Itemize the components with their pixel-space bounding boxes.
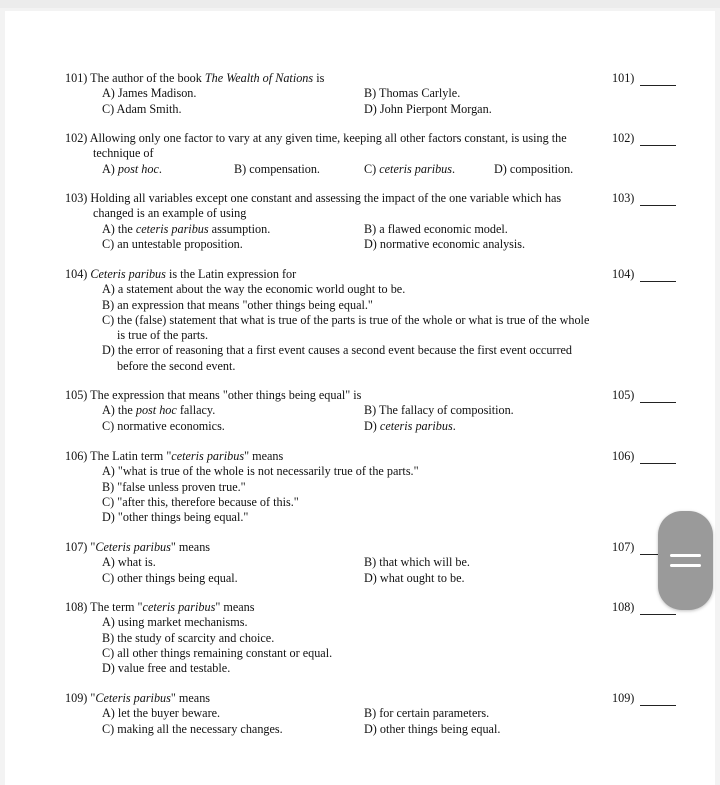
answer-blank-108[interactable] xyxy=(640,614,676,615)
question-stem: 104) Ceteris paribus is the Latin expression for xyxy=(65,267,297,281)
option-a[interactable]: A) what is. xyxy=(102,555,156,570)
top-band xyxy=(0,0,720,8)
answer-number-108: 108) xyxy=(612,600,635,614)
option-a[interactable]: A) the ceteris paribus assumption. xyxy=(102,221,271,236)
option-b[interactable]: B) that which will be. xyxy=(364,555,470,570)
answer-number-106: 106) xyxy=(612,449,635,463)
option-d[interactable]: D) normative economic analysis. xyxy=(364,236,526,251)
question-stem: 107) "Ceteris paribus" means xyxy=(65,540,211,554)
option-c[interactable]: C) making all the necessary changes. xyxy=(102,721,283,736)
question-108 xyxy=(65,600,595,676)
option-b[interactable]: B) the study of scarcity and choice. xyxy=(102,630,275,645)
answer-number-105: 105) xyxy=(612,388,635,402)
option-d[interactable]: D) what ought to be. xyxy=(364,570,465,585)
question-104 xyxy=(65,267,595,374)
question-stem: 106) The Latin term "ceteris paribus" means xyxy=(65,449,284,463)
option-d[interactable]: D) ceteris paribus. xyxy=(364,418,456,433)
option-c[interactable]: C) all other things remaining constant or equal. xyxy=(102,645,333,660)
question-stem: 105) The expression that means "other things being equal" is xyxy=(65,388,362,402)
answer-blank-109[interactable] xyxy=(640,705,676,706)
options xyxy=(65,403,595,434)
question-stem: 109) "Ceteris paribus" means xyxy=(65,691,211,705)
option-c[interactable]: C) normative economics. xyxy=(102,418,225,433)
option-a[interactable]: A) James Madison. xyxy=(102,86,197,101)
option-b[interactable]: B) compensation. xyxy=(234,161,320,176)
option-b[interactable]: B) a flawed economic model. xyxy=(364,221,508,236)
answer-blank-101[interactable] xyxy=(640,85,676,86)
options xyxy=(65,615,595,676)
option-d[interactable]: D) composition. xyxy=(494,161,574,176)
answer-number-107: 107) xyxy=(612,540,635,554)
option-c[interactable]: C) an untestable proposition. xyxy=(102,236,243,251)
option-c[interactable]: C) the (false) statement that what is true of the parts is true of the whole or what is true of the whole is true of the parts. xyxy=(102,312,590,343)
option-d[interactable]: D) the error of reasoning that a first event causes a second event because the first event occurred before the second event. xyxy=(102,343,573,373)
option-b[interactable]: B) for certain parameters. xyxy=(364,706,490,721)
option-d[interactable]: D) "other things being equal." xyxy=(102,510,249,525)
option-d[interactable]: D) John Pierpont Morgan. xyxy=(364,101,492,116)
option-a[interactable]: A) using market mechanisms. xyxy=(102,615,248,630)
answer-number-104: 104) xyxy=(612,267,635,281)
answer-blank-106[interactable] xyxy=(640,463,676,464)
scroll-handle[interactable] xyxy=(658,511,713,610)
answer-number-102: 102) xyxy=(612,131,635,145)
option-a[interactable]: A) the post hoc fallacy. xyxy=(102,403,216,418)
options xyxy=(65,706,595,737)
option-b[interactable]: B) The fallacy of composition. xyxy=(364,403,514,418)
grip-line-icon xyxy=(670,564,701,567)
options xyxy=(65,464,595,525)
option-d[interactable]: D) other things being equal. xyxy=(364,721,501,736)
option-a[interactable]: A) let the buyer beware. xyxy=(102,706,221,721)
options xyxy=(65,282,595,374)
option-d[interactable]: D) value free and testable. xyxy=(102,661,231,676)
option-a[interactable]: A) a statement about the way the economic world ought to be. xyxy=(102,282,406,297)
question-103 xyxy=(65,191,595,252)
options xyxy=(65,162,595,177)
answer-blank-105[interactable] xyxy=(640,402,676,403)
question-stem: 103) Holding all variables except one constant and assessing the impact of the one variable which has changed is an example of using xyxy=(65,191,562,221)
answer-number-103: 103) xyxy=(612,191,635,205)
answer-number-109: 109) xyxy=(612,691,635,705)
option-c[interactable]: C) "after this, therefore because of this." xyxy=(102,494,299,509)
question-stem: 102) Allowing only one factor to vary at any given time, keeping all other factors constant, is using the technique of xyxy=(65,131,567,161)
question-102 xyxy=(65,131,595,177)
question-109 xyxy=(65,691,595,737)
answer-blank-102[interactable] xyxy=(640,145,676,146)
options xyxy=(65,86,595,117)
option-b[interactable]: B) Thomas Carlyle. xyxy=(364,86,461,101)
option-c[interactable]: C) ceteris paribus. xyxy=(364,161,456,176)
option-a[interactable]: A) post hoc. xyxy=(102,161,162,176)
question-101 xyxy=(65,71,595,117)
option-c[interactable]: C) other things being equal. xyxy=(102,570,238,585)
answer-blank-104[interactable] xyxy=(640,281,676,282)
answer-number-101: 101) xyxy=(612,71,635,85)
option-a[interactable]: A) "what is true of the whole is not necessarily true of the parts." xyxy=(102,464,419,479)
question-stem: 101) The author of the book The Wealth of Nations is xyxy=(65,71,325,85)
option-c[interactable]: C) Adam Smith. xyxy=(102,101,182,116)
option-b[interactable]: B) "false unless proven true." xyxy=(102,479,246,494)
option-b[interactable]: B) an expression that means "other things being equal." xyxy=(102,297,373,312)
options xyxy=(65,555,595,586)
answer-blank-103[interactable] xyxy=(640,205,676,206)
options xyxy=(65,222,595,253)
question-stem: 108) The term "ceteris paribus" means xyxy=(65,600,255,614)
question-105 xyxy=(65,388,595,434)
question-106 xyxy=(65,449,595,525)
grip-line-icon xyxy=(670,554,701,557)
question-107 xyxy=(65,540,595,586)
